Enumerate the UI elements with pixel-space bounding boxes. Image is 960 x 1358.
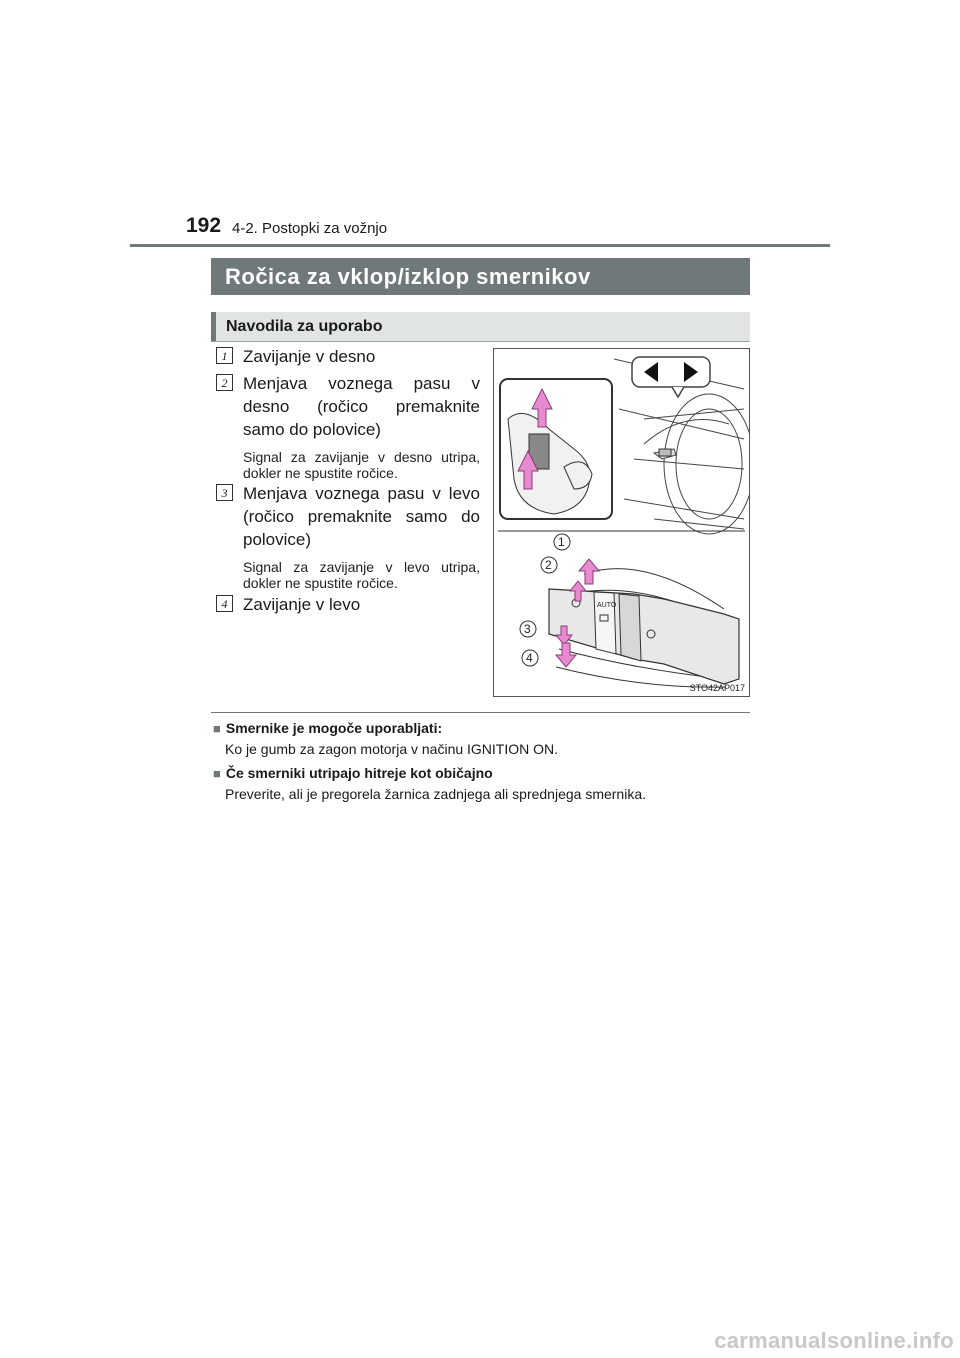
info-item-1 (213, 719, 750, 759)
illustration-code: STO42AP017 (689, 683, 745, 693)
arrow-callout-1 (579, 559, 599, 584)
lever (549, 589, 739, 684)
header-rule (130, 244, 830, 247)
callout-1: 1 (558, 535, 565, 549)
subsection-title: Navodila za uporabo (211, 312, 750, 341)
step-text: Zavijanje v desno (243, 347, 376, 366)
step-text: Menjava voznega pasu v levo (ročico premaknite samo do polovice) (243, 484, 480, 549)
turn-signal-lever-illustration (493, 348, 750, 697)
bullet-icon: ■ (213, 766, 221, 781)
lever-diagram (494, 349, 749, 696)
section-title: Ročica za vklop/izklop smernikov (211, 258, 750, 295)
callout-2: 2 (545, 558, 552, 572)
bullet-icon: ■ (213, 721, 221, 736)
auto-label: AUTO (597, 602, 617, 609)
subsection-rule (211, 341, 750, 342)
step-number: 3 (216, 484, 233, 501)
info-heading: Smernike je mogoče uporabljati: (225, 720, 443, 736)
page-number: 192 (186, 214, 222, 237)
step-3 (216, 482, 480, 591)
step-text: Menjava voznega pasu v desno (ročico premaknite samo do polovice) (243, 374, 480, 439)
step-note: Signal za zavijanje v levo utripa, dokler ne spustite ročice. (243, 559, 480, 591)
arrow-callout-4 (556, 643, 576, 667)
info-heading: Če smerniki utripajo hitreje kot običajno (225, 765, 493, 781)
step-number: 4 (216, 595, 233, 612)
step-2 (216, 372, 480, 481)
section-path: 4-2. Postopki za vožnjo (232, 220, 388, 237)
step-number: 2 (216, 374, 233, 391)
turn-signal-arrows-bubble (632, 357, 710, 387)
step-1 (216, 345, 480, 368)
info-body: Preverite, ali je pregorela žarnica zadnjega ali sprednjega smernika. (225, 786, 647, 802)
watermark: carmanualsonline.info (714, 1328, 954, 1353)
callout-3: 3 (524, 622, 531, 636)
step-number: 1 (216, 347, 233, 364)
step-4 (216, 593, 480, 616)
step-note: Signal za zavijanje v desno utripa, dokler ne spustite ročice. (243, 449, 480, 481)
info-item-2 (213, 764, 750, 804)
callout-4: 4 (526, 651, 533, 665)
info-rule (211, 712, 750, 713)
step-text: Zavijanje v levo (243, 595, 361, 614)
info-body: Ko je gumb za zagon motorja v načinu IGNITION ON. (225, 741, 559, 757)
